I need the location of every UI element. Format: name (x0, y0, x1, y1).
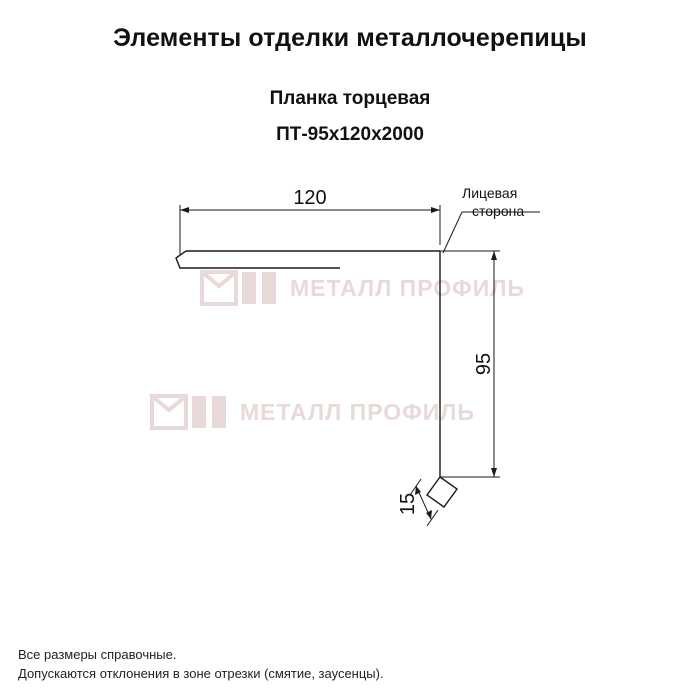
footnotes (18, 646, 384, 684)
footnote-line-1: Все размеры справочные. (18, 647, 177, 663)
dimension-width (180, 205, 440, 255)
dimension-flange-label: 15 (397, 492, 419, 516)
technical-drawing (0, 150, 700, 620)
footnote-line-2: Допускаются отклонения в зоне отрезки (смятие, заусенцы). (18, 666, 384, 682)
annotation-line-2: сторона (472, 203, 525, 219)
profile-outline (176, 251, 457, 507)
annotation-line-1: Лицевая (462, 185, 518, 201)
page-title: Элементы отделки металлочерепицы (113, 24, 587, 52)
product-code: ПТ-95х120х2000 (276, 124, 424, 145)
dimension-height-label: 95 (473, 352, 495, 376)
dimension-width-label: 120 (293, 187, 327, 209)
watermark-text: МЕТАЛЛ ПРОФИЛЬ (290, 275, 525, 301)
product-name: Планка торцевая (269, 88, 431, 109)
watermark-text: МЕТАЛЛ ПРОФИЛЬ (240, 399, 475, 425)
